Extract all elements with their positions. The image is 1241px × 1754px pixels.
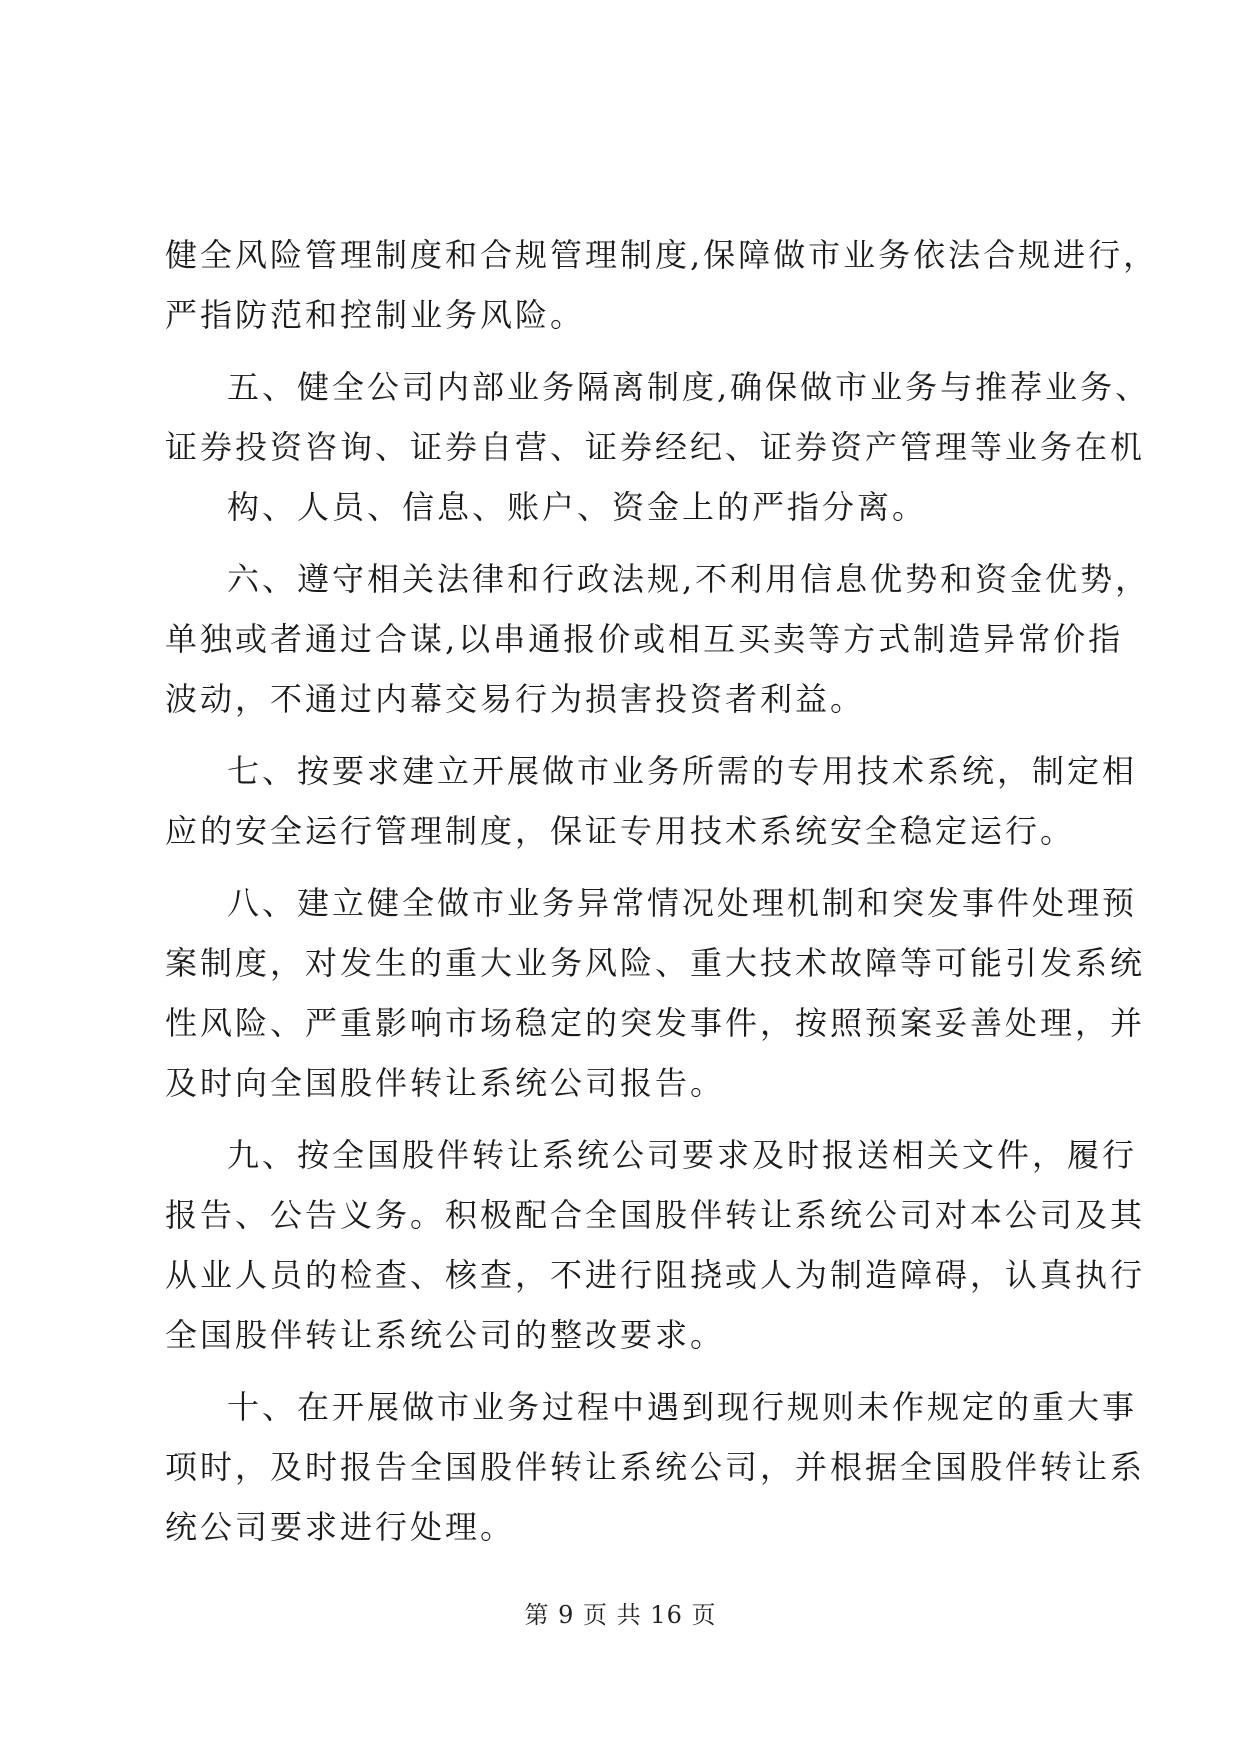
text-line: 波动，不通过内幕交易行为损害投资者利益。: [165, 680, 866, 718]
paragraph-item-10: [165, 1377, 1146, 1557]
text-line: 应的安全运行管理制度，保证专用技术系统安全稳定运行。: [165, 812, 1076, 850]
text-line: 及时向全国股伴转让系统公司报告。: [165, 1064, 726, 1102]
paragraph-item-5: [165, 357, 1151, 537]
text-line: 九、按全国股伴转让系统公司要求及时报送相关文件，履行: [227, 1136, 1138, 1174]
text-line: 性风险、严重影响市场稳定的突发事件，按照预案妥善处理，并: [165, 1004, 1146, 1042]
text-line: 构、人员、信息、账户、资金上的严指分离。: [227, 488, 928, 526]
text-line: 项时，及时报告全国股伴转让系统公司，并根据全国股伴转让系: [165, 1448, 1146, 1486]
text-line: 案制度，对发生的重大业务风险、重大技术故障等可能引发系统: [165, 944, 1146, 982]
paragraph-item-8: [165, 873, 1146, 1113]
text-line: 六、遵守相关法律和行政法规,不利用信息优势和资金优势，: [227, 560, 1151, 598]
text-line: 全国股伴转让系统公司的整改要求。: [165, 1316, 726, 1354]
text-line: 十、在开展做市业务过程中遇到现行规则未作规定的重大事: [227, 1388, 1138, 1426]
document-body: [165, 225, 1159, 1557]
text-line: 证券投资咨询、证券自营、证券经纪、证券资产管理等业务在机: [165, 428, 1146, 466]
text-line: 统公司要求进行处理。: [165, 1508, 516, 1546]
text-line: 单独或者通过合谋,以串通报价或相互买卖等方式制造异常价指: [165, 620, 1124, 658]
text-line: 健全风险管理制度和合规管理制度,保障做市业务依法合规进行，: [165, 236, 1159, 274]
paragraph-continuation: [165, 225, 1159, 345]
paragraph-item-6: [165, 549, 1151, 729]
paragraph-item-9: [165, 1125, 1146, 1365]
paragraph-item-7: [165, 741, 1138, 861]
page-number-footer: 第 9 页 共 16 页: [524, 1601, 717, 1629]
text-line: 从业人员的检查、核查，不进行阻挠或人为制造障碍，认真执行: [165, 1256, 1146, 1294]
text-line: 严指防范和控制业务风险。: [165, 296, 586, 334]
text-line: 报告、公告义务。积极配合全国股伴转让系统公司对本公司及其: [165, 1196, 1146, 1234]
text-line: 八、建立健全做市业务异常情况处理机制和突发事件处理预: [227, 884, 1138, 922]
text-line: 五、健全公司内部业务隔离制度,确保做市业务与推荐业务、: [227, 368, 1151, 406]
text-line: 七、按要求建立开展做市业务所需的专用技术系统，制定相: [227, 752, 1138, 790]
